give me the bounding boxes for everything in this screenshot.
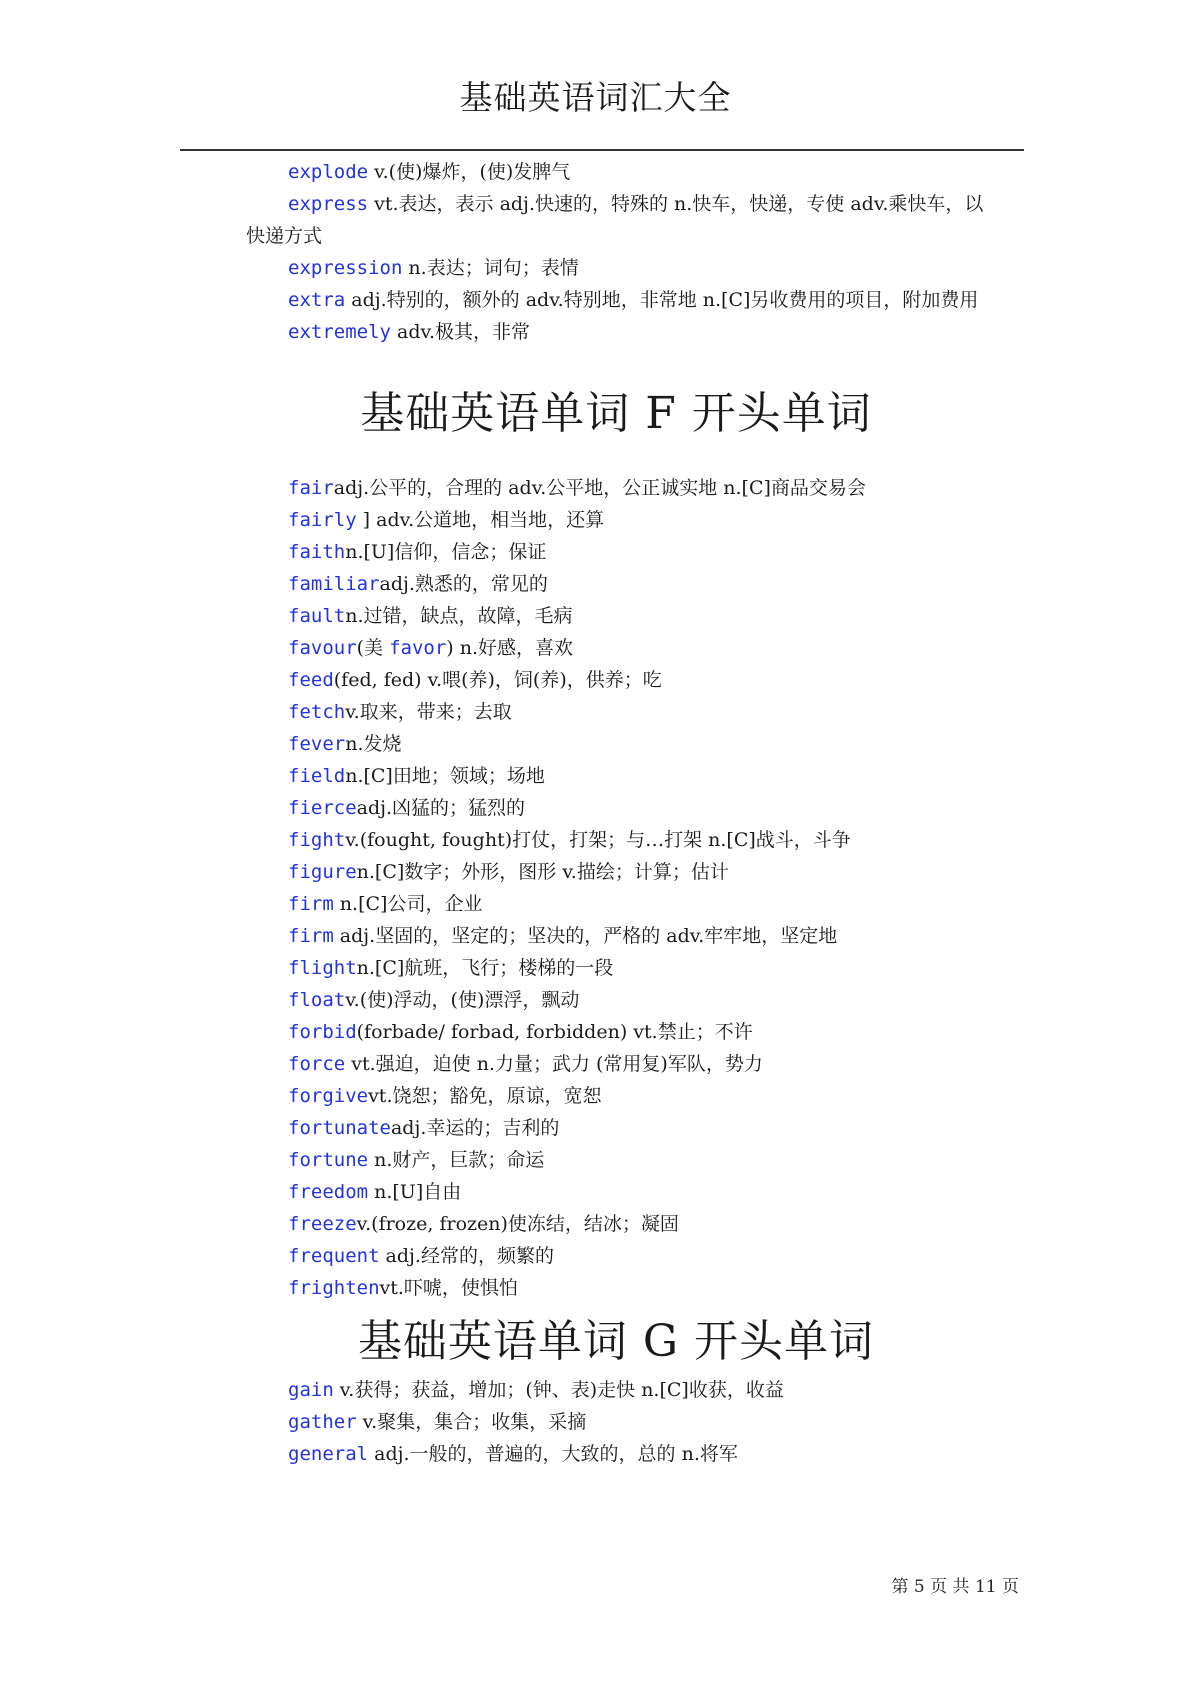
vocab-definition: n.发烧 <box>345 733 402 755</box>
footer-mid: 页 共 <box>930 1577 970 1597</box>
vocab-word: fever <box>288 733 346 755</box>
footer-total-pages: 11 <box>974 1577 997 1597</box>
page-header-title: 基础英语词汇大全 <box>459 78 732 117</box>
vocab-word-variant: favor <box>389 637 447 659</box>
vocab-entry <box>246 1112 986 1144</box>
vocab-word: fortunate <box>288 1117 391 1139</box>
vocab-definition: ] adv.公道地，相当地，还算 <box>356 509 605 531</box>
vocab-entry <box>246 792 986 824</box>
vocab-definition: adj.经常的，频繁的 <box>379 1245 554 1267</box>
vocab-entry <box>246 696 986 728</box>
vocab-definition: v.取来，带来；去取 <box>345 701 512 723</box>
vocab-entry <box>246 600 986 632</box>
vocab-word: fault <box>288 605 346 627</box>
vocab-word: fetch <box>288 701 346 723</box>
vocab-word: fight <box>288 829 346 851</box>
vocab-definition: v.(使)浮动，(使)漂浮，飘动 <box>345 989 580 1011</box>
vocab-word: favour <box>288 637 357 659</box>
vocab-entry <box>246 952 986 984</box>
vocab-word: freeze <box>288 1213 357 1235</box>
vocab-word: feed <box>288 669 334 691</box>
document-body <box>246 156 986 1470</box>
header-divider <box>180 149 1024 151</box>
vocab-entry <box>246 760 986 792</box>
vocab-entry <box>246 664 986 696</box>
vocab-definition: vt.饶恕；豁免，原谅，宽恕 <box>368 1085 602 1107</box>
vocab-entry <box>246 1240 986 1272</box>
vocab-word: expression <box>288 257 403 279</box>
footer-current-page: 5 <box>913 1577 925 1597</box>
vocab-definition: n.[C]公司，企业 <box>333 893 483 915</box>
vocab-entry <box>246 536 986 568</box>
vocab-entry <box>246 188 986 252</box>
vocab-definition: vt.吓唬，使惧怕 <box>379 1277 518 1299</box>
vocab-entry <box>246 1048 986 1080</box>
vocab-definition: vt.表达，表示 adj.快速的，特殊的 n.快车，快递，专使 adv.乘快车，以快递方式 <box>246 193 984 247</box>
vocab-definition: v.(使)爆炸，(使)发脾气 <box>368 161 571 183</box>
vocab-definition: adj.幸运的；吉利的 <box>390 1117 560 1139</box>
vocab-definition: v.(fought, fought)打仗，打架；与…打架 n.[C]战斗，斗争 <box>345 829 851 851</box>
vocab-word: freedom <box>288 1181 369 1203</box>
vocab-entry <box>246 824 986 856</box>
vocab-entry <box>246 472 986 504</box>
vocab-word: explode <box>288 161 369 183</box>
vocab-word: faith <box>288 541 346 563</box>
vocab-definition: n.[U]自由 <box>368 1181 462 1203</box>
vocab-word: extremely <box>288 321 391 343</box>
vocab-definition: (fed, fed) v.喂(养)，饲(养)，供养；吃 <box>333 669 662 691</box>
vocab-entry <box>246 1016 986 1048</box>
vocab-word: frighten <box>288 1277 380 1299</box>
vocab-word: frequent <box>288 1245 380 1267</box>
vocab-definition: v.获得；获益，增加；(钟、表)走快 n.[C]收获，收益 <box>333 1379 784 1401</box>
vocab-entry <box>246 888 986 920</box>
vocab-entry <box>246 316 986 348</box>
section-heading-g: 基础英语单词 G 开头单词 <box>357 1316 875 1367</box>
vocab-word: figure <box>288 861 357 883</box>
vocab-word: fairly <box>288 509 357 531</box>
entries-g-list <box>246 1374 986 1470</box>
vocab-definition: n.[U]信仰，信念；保证 <box>345 541 547 563</box>
vocab-definition: v.聚集，集合；收集，采摘 <box>356 1411 587 1433</box>
vocab-word: gather <box>288 1411 357 1433</box>
vocab-definition: adv.极其，非常 <box>390 321 531 343</box>
vocab-definition: adj.凶猛的；猛烈的 <box>356 797 526 819</box>
vocab-definition: (美 <box>356 637 390 659</box>
vocab-entry <box>246 984 986 1016</box>
vocab-word: field <box>288 765 346 787</box>
vocab-definition: adj.公平的，合理的 adv.公平地，公正诚实地 n.[C]商品交易会 <box>333 477 866 499</box>
vocab-entry <box>246 1144 986 1176</box>
vocab-word: familiar <box>288 573 380 595</box>
footer-suffix: 页 <box>1002 1577 1019 1597</box>
vocab-definition: n.表达；词句；表情 <box>402 257 579 279</box>
vocab-entry <box>246 568 986 600</box>
entries-e-list <box>246 156 986 348</box>
vocab-word: general <box>288 1443 369 1465</box>
vocab-entry <box>246 920 986 952</box>
vocab-definition: vt.强迫，迫使 n.力量；武力 (常用复)军队，势力 <box>345 1053 763 1075</box>
vocab-definition: n.[C]航班，飞行；楼梯的一段 <box>356 957 614 979</box>
vocab-word: float <box>288 989 346 1011</box>
vocab-entry <box>246 504 986 536</box>
vocab-entry <box>246 856 986 888</box>
vocab-word: flight <box>288 957 357 979</box>
vocab-entry <box>246 284 986 316</box>
vocab-definition: n.过错，缺点，故障，毛病 <box>345 605 573 627</box>
vocab-word: force <box>288 1053 346 1075</box>
vocab-entry <box>246 1374 986 1406</box>
vocab-word: gain <box>288 1379 334 1401</box>
footer-prefix: 第 <box>891 1577 909 1597</box>
vocab-entry <box>246 632 986 664</box>
vocab-entry <box>246 1176 986 1208</box>
vocab-word: forgive <box>288 1085 369 1107</box>
vocab-definition: n.[C]田地；领域；场地 <box>345 765 545 787</box>
vocab-definition: adj.坚固的，坚定的；坚决的，严格的 adv.牢牢地，坚定地 <box>333 925 838 947</box>
vocab-entry <box>246 1438 986 1470</box>
vocab-entry <box>246 1208 986 1240</box>
vocab-entry <box>246 1406 986 1438</box>
vocab-definition: (forbade/ forbad, forbidden) vt.禁止；不许 <box>356 1021 753 1043</box>
vocab-entry <box>246 156 986 188</box>
vocab-word: firm <box>288 893 334 915</box>
vocab-definition: ) n.好感，喜欢 <box>446 637 574 659</box>
vocab-word: express <box>288 193 369 215</box>
page-footer <box>892 1572 1020 1597</box>
section-heading-f: 基础英语单词 F 开头单词 <box>360 388 872 439</box>
vocab-entry <box>246 1272 986 1304</box>
vocab-entry <box>246 1080 986 1112</box>
entries-f-list <box>246 472 986 1304</box>
vocab-definition: n.[C]数字；外形，图形 v.描绘；计算；估计 <box>356 861 729 883</box>
vocab-definition: adj.一般的，普遍的，大致的，总的 n.将军 <box>368 1443 738 1465</box>
vocab-word: extra <box>288 289 346 311</box>
vocab-definition: v.(froze, frozen)使冻结，结冰；凝固 <box>356 1213 679 1235</box>
vocab-word: fortune <box>288 1149 369 1171</box>
vocab-definition: adj.特别的，额外的 adv.特别地，非常地 n.[C]另收费用的项目，附加费用 <box>345 289 979 311</box>
vocab-definition: n.财产，巨款；命运 <box>368 1149 545 1171</box>
vocab-word: firm <box>288 925 334 947</box>
vocab-word: fierce <box>288 797 357 819</box>
vocab-entry <box>246 252 986 284</box>
vocab-entry <box>246 728 986 760</box>
vocab-word: forbid <box>288 1021 357 1043</box>
vocab-word: fair <box>288 477 334 499</box>
vocab-definition: adj.熟悉的，常见的 <box>379 573 548 595</box>
